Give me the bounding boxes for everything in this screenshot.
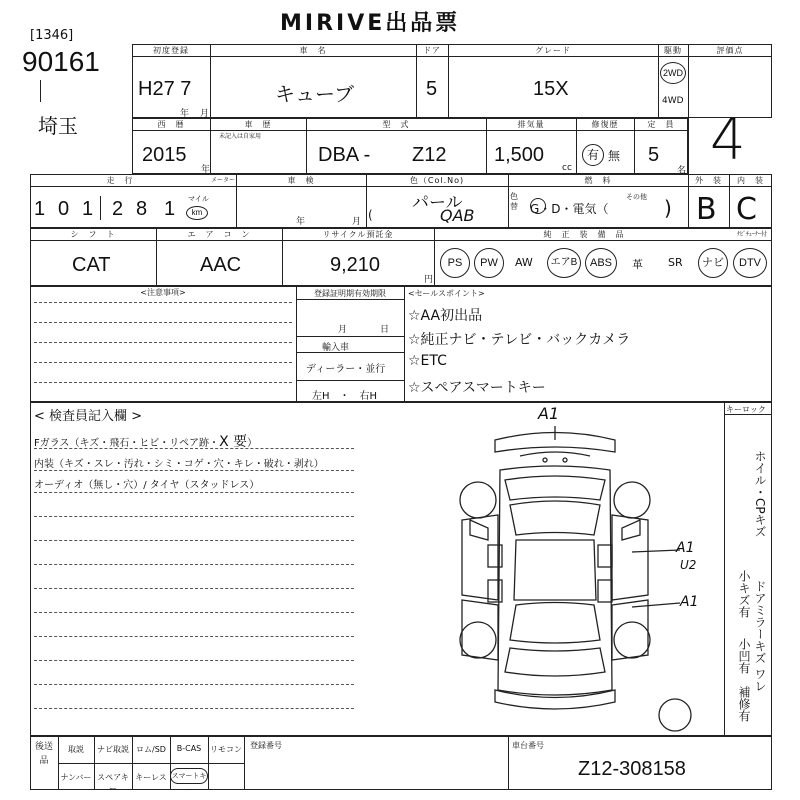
footer-manual: 取説 [68, 745, 84, 754]
color-mark: 色替 [510, 192, 518, 211]
yen-mark: 円 [424, 275, 434, 285]
capacity-unit: 名 [677, 166, 687, 176]
drive-4wd: 4WD [662, 96, 684, 106]
equip-aw: AW [515, 256, 533, 269]
footer-left-label: 後送品 [34, 742, 53, 766]
label-model: 型 式 [382, 120, 410, 129]
label-capacity: 定 員 [647, 120, 675, 129]
model-code: Z12 [412, 144, 447, 166]
notes-frame [30, 286, 772, 402]
year-mark: 年 [180, 109, 190, 119]
exterior-value: B [696, 192, 717, 227]
fuel-value: G・D・電気（ [530, 202, 609, 216]
label-score: 評価点 [716, 46, 744, 55]
side-note-3: 小凹有 [737, 638, 751, 674]
color-paren-open: ( [368, 208, 373, 222]
equip-ps: PS [440, 248, 470, 278]
interior-value: C [736, 192, 757, 227]
month-mark: 月 [200, 109, 210, 119]
model-prefix: DBA - [318, 144, 371, 166]
label-grade: グレード [535, 46, 571, 55]
inspection-line2: 内装（キズ・スレ・汚れ・シミ・コゲ・穴・キレ・破れ・剥れ） [34, 459, 324, 470]
km-circle: km [186, 206, 208, 220]
footer-remote: リモコン [210, 745, 242, 754]
recycle-value: 9,210 [330, 254, 381, 276]
deadline-month: 月 [338, 325, 348, 335]
aircon-value: AAC [200, 254, 242, 276]
equip-abs: ABS [585, 248, 617, 278]
label-aircon: エ ア コ ン [187, 230, 251, 239]
damage-mark-right-1: A1 [676, 540, 695, 556]
car-name-value: キューブ [275, 84, 354, 106]
cc-mark: cc [562, 163, 572, 173]
footer-smart-key-circle: スマートキー [170, 768, 208, 784]
mileage-digit-4: 2 [112, 198, 124, 220]
damage-mark-right-3: A1 [680, 594, 699, 610]
label-navi-tv: ﾅﾋﾞﾁｭｰﾅｰ付 [736, 231, 767, 238]
label-equipment: 純 正 装 備 品 [543, 230, 625, 239]
capacity-value: 5 [648, 144, 660, 166]
western-year-mark: 年 [201, 165, 211, 175]
label-doors: ドア [423, 46, 441, 55]
sales-point-3: ☆ETC [408, 353, 447, 369]
mileage-digit-2: 0 [58, 198, 70, 220]
label-first-reg: 初度登録 [153, 46, 189, 55]
dealer-option: ディーラー・並行 [306, 364, 386, 375]
first-reg-value: H27 7 [138, 78, 192, 100]
drive-2wd-circle: 2WD [660, 62, 686, 84]
label-car-name: 車 名 [299, 46, 327, 55]
key-lock-label: キーロック [726, 405, 766, 414]
steering-option: 左H ・ 右H [312, 391, 378, 402]
chassis-label: 車台番号 [512, 741, 544, 750]
region-label: 埼玉 [38, 114, 78, 138]
mileage-digit-6: 1 [164, 198, 176, 220]
equip-leather: 革 [632, 258, 643, 271]
side-note-1: ドアミラーキズ ワレ [753, 580, 767, 692]
label-shaken: 車 歴 [244, 120, 272, 129]
fuel-g-circle [530, 198, 546, 214]
label-shaken-sub: 未記入は自家用 [218, 133, 261, 140]
chassis-number: Z12-308158 [578, 758, 686, 780]
deadline-label: 登録証明期有効期限 [314, 289, 386, 298]
equip-sr: SR [668, 256, 683, 269]
caution-label: <注意事項> [140, 288, 186, 297]
label-interior: 内 装 [737, 176, 764, 185]
western-year-value: 2015 [142, 144, 187, 166]
color-code: QAB [440, 206, 475, 225]
equip-navi: ナビ [698, 248, 728, 278]
deadline-day: 日 [380, 325, 390, 335]
label-color: 色（Col.No) [409, 176, 465, 185]
equip-pw: PW [474, 248, 504, 278]
label-fuel: 燃 料 [584, 176, 612, 185]
fuel-other: その他 [626, 193, 647, 201]
mile-unit: マイル [188, 195, 209, 203]
lot-divider [40, 80, 41, 102]
side-note-2: 小キズ有 [737, 570, 751, 618]
form-title: MIRIVE出品票 [280, 11, 461, 36]
label-recycle: リサイクル預託金 [322, 230, 394, 239]
side-note-4: 補修有 [737, 686, 751, 722]
doors-value: 5 [426, 78, 438, 100]
footer-bcas: B-CAS [176, 744, 202, 753]
inspection-header: < 検査員記入欄 > [34, 409, 143, 424]
label-displacement: 排気量 [517, 120, 545, 129]
fuel-paren-close: ) [664, 196, 672, 220]
footer-keyless: キーレス [135, 773, 167, 782]
footer-spare-key: スペアキー [97, 773, 129, 793]
history-no: 無 [608, 149, 621, 163]
sales-point-1: ☆AA初出品 [408, 308, 483, 324]
equip-dtv: DTV [733, 248, 767, 278]
shift-value: CAT [72, 254, 111, 276]
inspection-year-mark: 年 [296, 217, 306, 227]
color-name: パール [412, 193, 463, 213]
label-inspection: 車 検 [287, 176, 315, 185]
sales-label: <セールスポイント> [408, 289, 485, 298]
label-drive: 駆動 [664, 46, 682, 55]
footer-rom-sd: ロム/SD [136, 745, 166, 754]
inspection-month-mark: 月 [352, 217, 362, 227]
entry-label: 輸入車 [322, 343, 350, 353]
mileage-digit-5: 8 [136, 198, 148, 220]
label-shift: シ フ ト [70, 230, 116, 239]
damage-mark-top: A1 [538, 404, 560, 423]
displacement-value: 1,500 [494, 144, 545, 166]
label-mileage: 走 行 [106, 176, 134, 185]
lot-number: 90161 [22, 46, 100, 77]
label-mileage-unit: メーター [210, 177, 235, 184]
grade-value: 15X [533, 78, 569, 100]
sales-point-2: ☆純正ナビ・テレビ・バックカメラ [408, 332, 631, 348]
fglass-mark: X 要 [219, 434, 248, 450]
footer-navi-manual: ナビ取説 [97, 745, 129, 754]
history-yes-circle: 有 [582, 144, 604, 166]
equip-airbag: エアB [547, 248, 581, 278]
side-wheel-text: ホイル・CPキズ [753, 450, 767, 538]
inspection-frame [30, 402, 772, 736]
sales-point-4: ☆スペアスマートキー [408, 380, 546, 396]
fglass-end: ） [247, 438, 258, 449]
score-value: 4 [710, 108, 746, 173]
damage-mark-right-2: U2 [680, 558, 697, 572]
label-history: 修復歴 [591, 120, 619, 129]
fglass-text: Fガラス（キズ・飛石・ヒビ・リペア跡・ [34, 438, 220, 449]
label-exterior: 外 装 [695, 176, 722, 185]
mileage-digit-3: 1 [82, 198, 94, 220]
footer-plate: ナンバー [60, 773, 92, 782]
inspection-line3: オーディオ（無し・穴）/ タイヤ（スタッドレス） [34, 480, 260, 491]
lot-small: [1346] [30, 28, 74, 43]
reg-number-label: 登録番号 [250, 741, 282, 750]
mileage-digit-1: 1 [34, 198, 46, 220]
label-western: 西 暦 [157, 120, 185, 129]
